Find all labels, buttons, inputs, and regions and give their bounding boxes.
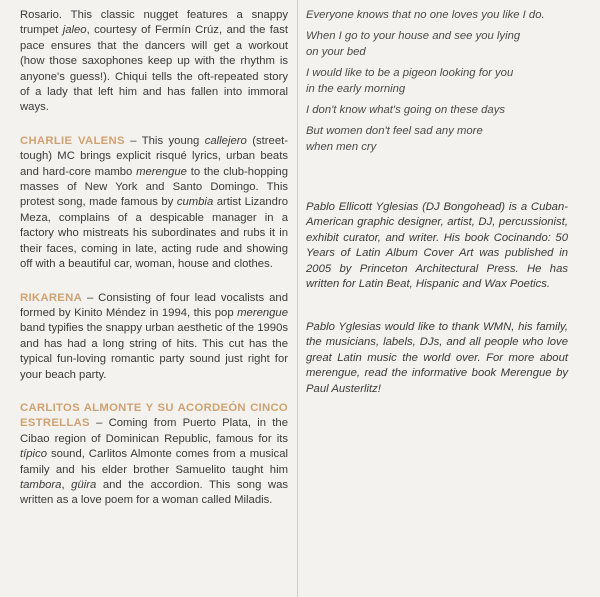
lyric-stanza: When I go to your house and see you lying on your bed <box>306 30 521 58</box>
lyric-stanza: I don't know what's going on these days <box>306 104 505 117</box>
author-thanks: Pablo Yglesias would like to thank WMN, his family, the musicians, labels, DJs, and all people who love great Latin music the world over. For more about merengue, read the informative book Merengue by Paul Austerlitz! <box>306 321 568 395</box>
carlitos-almonte-paragraph: CARLITOS ALMONTE Y SU ACORDEÓN CINCO ESTRELLAS – Coming from Puerto Plata, in the Cibao region of Dominican Republic, famous for its típico sound, Carlitos Almonte comes from a musical family and his elder brother Samuelito taught him tambora, güira and the accordion. This song was written as a love poem for a woman called Miladis. <box>20 401 289 507</box>
artist-heading: RIKARENA <box>20 291 83 304</box>
lyrics-translation <box>306 8 576 155</box>
column-divider <box>297 0 298 597</box>
lyric-stanza: Everyone knows that no one loves you like I do. <box>306 9 545 21</box>
rikarena-paragraph: RIKARENA – Consisting of four lead vocalists and formed by Kinito Méndez in 1994, this pop merengue band typifies the snappy urban aesthetic of the 1990s and has had a long string of hits. This cut has the typical fun-loving romantic party sound just right for your beach party. <box>20 291 288 381</box>
artist-heading: CARLITOS ALMONTE Y SU ACORDEÓN CINCO ESTRELLAS <box>20 401 288 430</box>
artist-heading: CHARLIE VALENS <box>20 134 125 147</box>
charlie-valens-paragraph: CHARLIE VALENS – This young callejero (street-tough) MC brings explicit risqué lyrics, urban beats and hard-core mambo merengue to the club-hopping masses of New York and Santo Domingo. This protest song, made famous by cumbia artist Lizandro Meza, complains of a despicable manager in a factory who mistreats his subordinates and rubs it in their faces, coming in late, acting rude and showing off with a beautiful car, woman, house and clothes. <box>20 134 289 271</box>
author-bio: Pablo Ellicott Yglesias (DJ Bongohead) is a Cuban-American graphic designer, artist, DJ, percussionist, exhibit curator, and writer. His book Cocinando: 50 Years of Latin Album Cover Art was published in 2005 by Princeton Architectural Press. He has written for Latin Beat, Hispanic and Wax Poetics. <box>306 201 568 291</box>
right-column <box>306 8 576 395</box>
lyric-stanza: I would like to be a pigeon looking for you in the early morning <box>306 67 514 95</box>
lyric-stanza: But women don't feel sad any more when men cry <box>306 125 483 153</box>
rosario-paragraph: Rosario. This classic nugget features a snappy trumpet jaleo, courtesy of Fermín Crúz, and the fast pace ensures that the dancers will get a workout (how those saxophones keep up with the rhythm is anyone's guess!). Chiqui tells the oft-repeated story of a lady that left him and has fallen into immoral ways. <box>20 9 288 114</box>
left-column <box>20 8 288 527</box>
